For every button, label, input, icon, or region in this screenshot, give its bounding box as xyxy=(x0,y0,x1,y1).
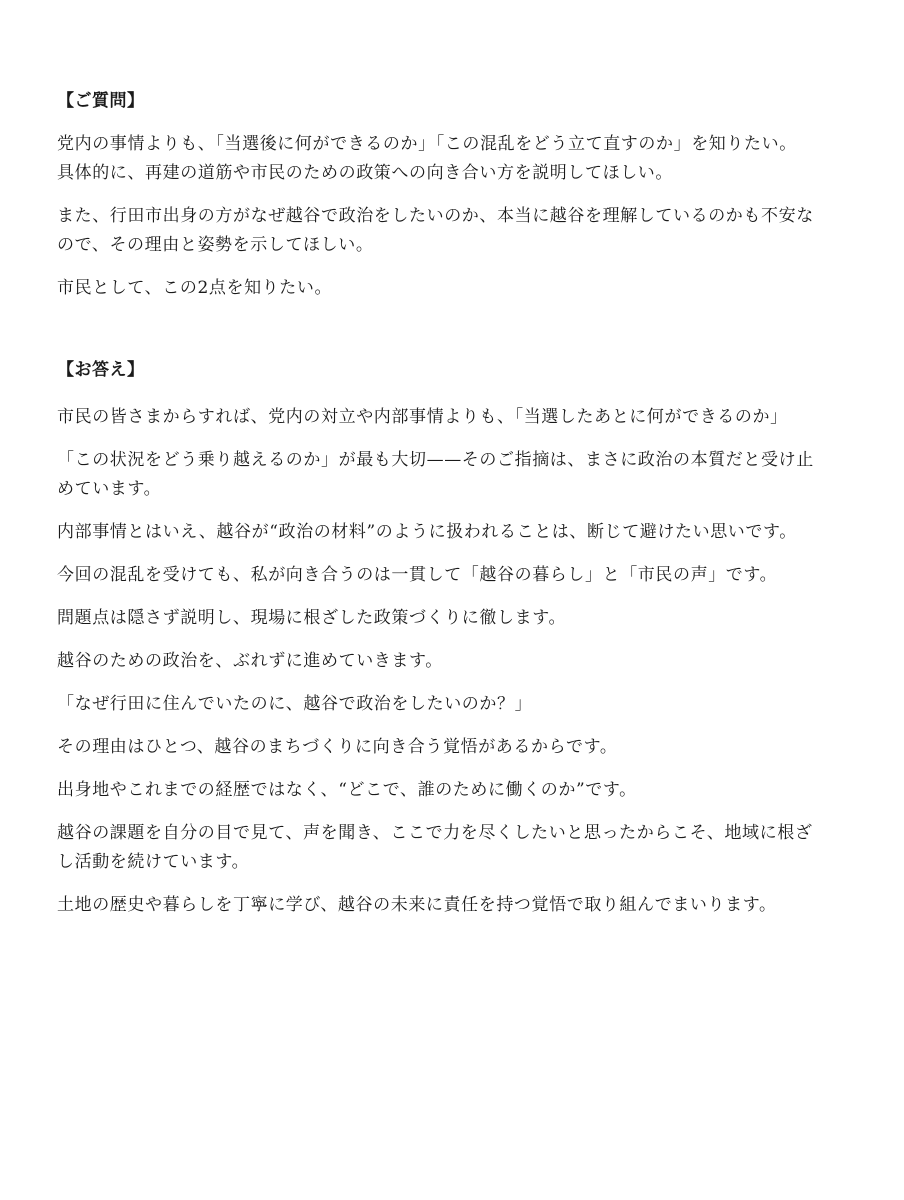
answer-paragraph: 土地の歴史や暮らしを丁寧に学び、越谷の未来に責任を持つ覚悟で取り組んでまいります。 xyxy=(57,895,777,915)
document-page xyxy=(57,88,857,934)
answer-paragraph: 内部事情とはいえ、越谷が“政治の材料”のように扱われることは、断じて避けたい思いです。 xyxy=(57,522,797,542)
answer-paragraph: 問題点は隠さず説明し、現場に根ざした政策づくりに徹します。 xyxy=(57,608,567,628)
answer-paragraph: 越谷の課題を自分の目で見て、声を聞き、ここで力を尽くしたいと思ったからこそ、地域に根ざ し活動を続けています。 xyxy=(57,823,813,872)
question-heading: 【ご質問】 xyxy=(57,91,145,111)
answer-paragraph: 「なぜ行田に住んでいたのに、越谷で政治をしたいのか？」 xyxy=(57,694,533,714)
question-paragraph: 市民として、この2点を知りたい。 xyxy=(57,278,333,298)
question-paragraph: また、行田市出身の方がなぜ越谷で政治をしたいのか、本当に越谷を理解しているのかも不安な ので、その理由と姿勢を示してほしい。 xyxy=(57,206,814,255)
answer-paragraph: その理由はひとつ、越谷のまちづくりに向き合う覚悟があるからです。 xyxy=(57,737,618,757)
answer-paragraph: 越谷のための政治を、ぶれずに進めていきます。 xyxy=(57,651,443,671)
answer-heading: 【お答え】 xyxy=(57,360,145,380)
answer-section xyxy=(57,357,857,920)
question-section xyxy=(57,88,857,303)
answer-paragraph: 「この状況をどう乗り越えるのか」が最も大切——そのご指摘は、まさに政治の本質だと受け止 めています。 xyxy=(57,450,814,499)
answer-paragraph: 出身地やこれまでの経歴ではなく、“どこで、誰のために働くのか”です。 xyxy=(57,780,637,800)
answer-paragraph: 市民の皆さまからすれば、党内の対立や内部事情よりも、「当選したあとに何ができるのか」 xyxy=(57,407,788,427)
answer-paragraph: 今回の混乱を受けても、私が向き合うのは一貫して「越谷の暮らし」と「市民の声」です。 xyxy=(57,565,778,585)
question-paragraph: 党内の事情よりも、「当選後に何ができるのか」「この混乱をどう立て直すのか」を知りたい。 具体的に、再建の道筋や市民のための政策への向き合い方を説明してほしい。 xyxy=(57,134,797,183)
